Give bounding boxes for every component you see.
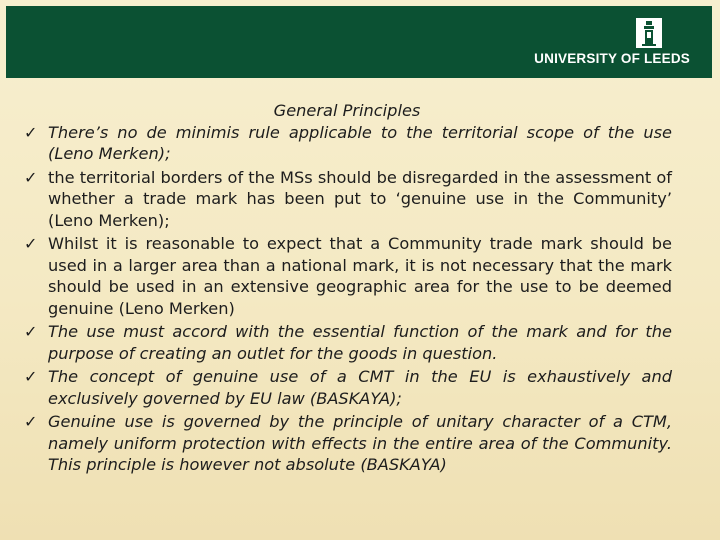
bullet-item bbox=[22, 122, 672, 165]
check-icon: ✓ bbox=[24, 167, 38, 187]
bullet-text: Genuine use is governed by the principle of unitary character of a CTM, namely uniform protection with effects in the entire area of the Community. This principle is however not absolute (BASKAYA) bbox=[48, 412, 672, 474]
bullet-item bbox=[22, 366, 672, 409]
bullet-item bbox=[22, 167, 672, 232]
check-icon: ✓ bbox=[24, 367, 38, 386]
university-logo bbox=[510, 18, 690, 70]
check-icon: ✓ bbox=[24, 322, 38, 341]
bullet-item bbox=[22, 411, 672, 476]
header-bar bbox=[6, 6, 712, 78]
bullet-text: The concept of genuine use of a CMT in the EU is exhaustively and exclusively governed by EU law (BASKAYA); bbox=[48, 367, 672, 408]
bullet-text: Whilst it is reasonable to expect that a Community trade mark should be used in a larger area than a national mark, it is not necessary that the mark should be used in an extensive geographic area for the use to be deemed genuine (Leno Merken) bbox=[48, 234, 672, 318]
bullet-text: There’s no de minimis rule applicable to the territorial scope of the use (Leno Merken); bbox=[48, 122, 672, 163]
slide-title: General Principles bbox=[273, 101, 421, 120]
bullet-list bbox=[22, 122, 672, 476]
check-icon: ✓ bbox=[24, 122, 38, 142]
check-icon: ✓ bbox=[24, 234, 38, 253]
parkinson-tower-icon bbox=[636, 18, 662, 48]
university-name: UNIVERSITY OF LEEDS bbox=[534, 51, 690, 66]
bullet-item bbox=[22, 321, 672, 364]
bullet-item bbox=[22, 233, 672, 319]
bullet-text: The use must accord with the essential function of the mark and for the purpose of creating an outlet for the goods in question. bbox=[48, 322, 672, 363]
check-icon: ✓ bbox=[24, 412, 38, 431]
bullet-text: the territorial borders of the MSs should be disregarded in the assessment of whether a trade mark has been put to ‘genuine use in the Community’ (Leno Merken); bbox=[48, 167, 672, 230]
slide-content bbox=[22, 100, 672, 478]
